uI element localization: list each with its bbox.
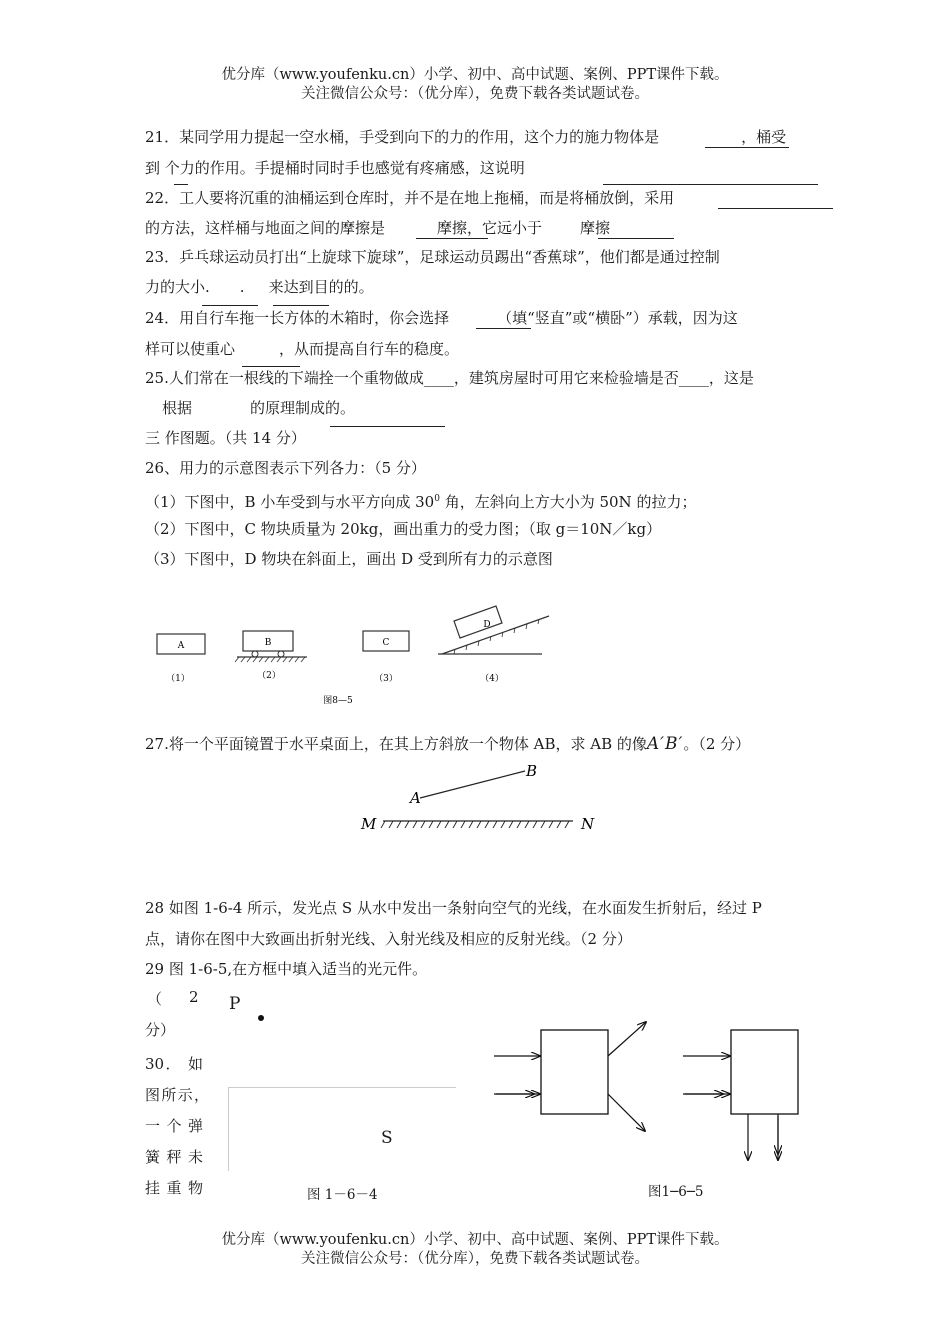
q22-text-a: 的方法，这样桶与地面之间的摩擦是 — [145, 219, 386, 237]
cart-wheel-right — [278, 651, 284, 657]
q24-text-b: （填“竖直”或“横卧”）承载，因为这 — [497, 309, 738, 327]
optic-box-right — [731, 1030, 798, 1114]
q27-text — [145, 734, 750, 754]
fig-caption-2: （2） — [257, 671, 281, 681]
q21-text-b: ，桶受 — [741, 128, 787, 146]
point-a-label: A — [410, 789, 421, 807]
q28-line1: 28 如图 1-6-4 所示，发光点 S 从水中发出一条射向空气的光线，在水面发生折射后，经过 P — [145, 899, 762, 917]
page-footer-line1: 优分库（www.youfenku.cn）小学、初中、高中试题、案例、PPT课件下载。 — [221, 1232, 729, 1248]
q30-line-4: 挂重物 — [145, 1179, 203, 1197]
q24-text-d: ，从而提高自行车的稳度。 — [279, 340, 460, 358]
q24-text-c: 样可以使重心 — [145, 340, 236, 358]
q26-item1-text-b: 角，左斜向上方大小为 50N 的拉力； — [439, 493, 697, 511]
container-side — [228, 1087, 229, 1171]
q26-item1-text: （1）下图中，B 小车受到与水平方向成 30 — [145, 493, 435, 511]
q22-text-c: 摩擦 — [580, 219, 611, 237]
q23-text-b: . — [239, 278, 245, 296]
q26-title: 26、用力的示意图表示下列各力：（5 分） — [145, 459, 426, 477]
block-d — [454, 606, 502, 638]
page-header-line1: 优分库（www.youfenku.cn）小学、初中、高中试题、案例、PPT课件下载。 — [221, 67, 729, 83]
q24-line1 — [145, 308, 738, 328]
q28-line2: 点，请你在图中大致画出折射光线、入射光线及相应的反射光线。（2 分） — [145, 930, 632, 948]
fig8-5-diagram — [145, 598, 565, 713]
q24-text-a: 24．用自行车拖一长方体的木箱时，你会选择 — [145, 309, 450, 327]
point-s-label: S — [381, 1128, 393, 1148]
box-a-label: A — [177, 641, 185, 651]
q23-blank2 — [273, 305, 329, 306]
q21-blank1 — [705, 147, 789, 148]
q23-blank1 — [202, 305, 258, 306]
q23-text-a: 力的大小. — [145, 278, 210, 296]
point-p-label: P — [229, 994, 241, 1014]
q27-mirror-diagram — [355, 758, 605, 838]
fig1-6-4-caption: 图 1－6－4 — [307, 1187, 378, 1203]
q22-line2 — [145, 218, 610, 238]
ray-out-upper-left — [608, 1022, 646, 1056]
q23-text-c: 来达到目的的。 — [268, 278, 374, 296]
q25-line2 — [162, 398, 355, 418]
block-d-label: D — [483, 620, 491, 630]
q27-text-main: 27.将一个平面镜置于水平桌面上，在其上方斜放一个物体 AB，求 AB 的像 — [145, 735, 647, 753]
water-surface — [228, 1087, 456, 1088]
q29-line1: 29 图 1-6-5,在方框中填入适当的光元件。 — [145, 960, 428, 978]
q29-score-num: 2 — [189, 988, 199, 1006]
q21-text: 21．某同学用力提起一空水桶，手受到向下的力的作用，这个力的施力物体是 — [145, 128, 660, 146]
section3-title: 三 作图题。（共 14 分） — [145, 429, 306, 447]
q30-text — [145, 1049, 209, 1204]
fig-caption-4: （4） — [480, 674, 504, 684]
fig-caption-1: （1） — [166, 674, 190, 684]
q27-image-label: A′B′ — [646, 734, 684, 754]
q25-text-a: 根据 — [162, 399, 193, 417]
point-b-label: B — [526, 762, 538, 780]
q25-line1: 25.人们常在一根线的下端拴一个重物做成____，建筑房屋时可用它来检验墙是否____，这是 — [145, 369, 754, 387]
q24-blank2 — [242, 366, 300, 367]
q22-blank1 — [718, 208, 833, 209]
q26-item3: （3）下图中，D 物块在斜面上，画出 D 受到所有力的示意图 — [145, 550, 553, 568]
q26-item2: （2）下图中，C 物块质量为 20kg，画出重力的受力图；（取 g＝10N／kg） — [145, 520, 662, 538]
object-ab — [420, 771, 525, 798]
point-n-label: N — [581, 815, 595, 833]
q24-line2 — [145, 339, 459, 359]
q27-score: 。（2 分） — [683, 735, 751, 753]
fig1-6-5-caption: 图1─6─5 — [648, 1184, 704, 1200]
q30-line-2: 一个弹 — [145, 1117, 203, 1135]
q25-blank3 — [330, 426, 445, 427]
ground-hatch — [235, 657, 305, 662]
q30-line-3: 簧秤未 — [145, 1148, 203, 1166]
q22-text-b: 摩擦，它远小于 — [437, 219, 543, 237]
q21-blank2 — [174, 184, 188, 185]
page-header-line2: 关注微信公众号：（优分库），免费下载各类试题试卷。 — [301, 86, 649, 102]
page-footer-line2: 关注微信公众号：（优分库），免费下载各类试题试卷。 — [301, 1251, 649, 1267]
q21-line2: 到 个力的作用。手提桶时同时手也感觉有疼痛感，这说明 — [145, 159, 525, 177]
q22-blank3 — [598, 238, 674, 239]
cart-b-label: B — [264, 638, 272, 648]
q22-line1: 22．工人要将沉重的油桶运到仓库时，并不是在地上拖桶，而是将桶放倒，采用 — [145, 189, 675, 207]
fig-caption-3: （3） — [374, 674, 398, 684]
fig1-6-5-diagram — [490, 1018, 810, 1168]
ray-out-lower-left — [608, 1094, 645, 1131]
mirror-hatch — [381, 821, 569, 828]
q26-item1-degree: 0 — [434, 494, 440, 504]
q26-item1 — [145, 489, 696, 512]
q25-text-b: 的原理制成的。 — [250, 399, 356, 417]
q30-line-1: 图所示， — [145, 1086, 209, 1104]
point-p-dot — [258, 1015, 264, 1021]
q22-blank2 — [416, 238, 488, 239]
q21-blank3 — [603, 184, 818, 185]
cart-wheel-left — [252, 651, 258, 657]
q29-score-close: 分） — [145, 1021, 176, 1039]
box-c-label: C — [382, 638, 390, 648]
q30-line-0: 30． 如 — [145, 1055, 203, 1073]
q29-score-open: （ — [147, 990, 163, 1008]
q21-line1 — [145, 127, 786, 147]
optic-box-left — [541, 1030, 608, 1114]
q23-line2 — [145, 277, 374, 297]
fig8-5-caption: 图8—5 — [323, 696, 353, 706]
point-m-label: M — [361, 815, 377, 833]
q24-blank1 — [476, 328, 531, 329]
q23-line1: 23．乒乓球运动员打出“上旋球下旋球”，足球运动员踢出“香蕉球”，他们都是通过控制 — [145, 248, 720, 266]
